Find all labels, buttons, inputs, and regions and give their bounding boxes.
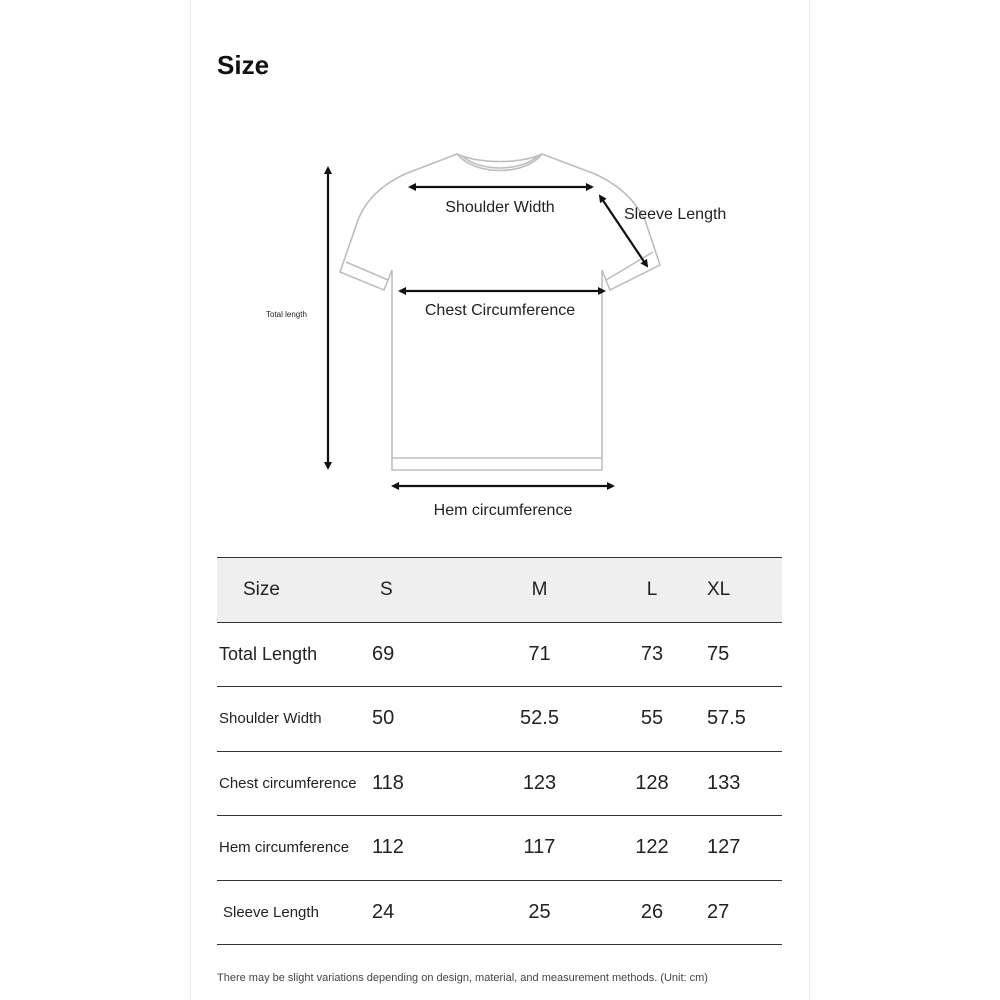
size-table [217,557,782,945]
cell: 117 [482,816,597,881]
cell: 57.5 [707,687,782,752]
cell: 27 [707,880,782,945]
row-label: Shoulder Width [217,687,372,752]
hem-circumference-label: Hem circumference [433,502,573,519]
cell: 123 [482,751,597,816]
cell: 50 [372,687,482,752]
cell: 55 [597,687,707,752]
total-length-label: Total length [266,310,307,319]
chest-circumference-label: Chest Circumference [424,302,576,319]
cell: 75 [707,622,782,687]
measurement-footnote: There may be slight variations depending on design, material, and measurement methods. (Unit: cm) [217,972,708,984]
cell: 71 [482,622,597,687]
header-l: L [597,558,707,623]
table-row [217,622,782,687]
row-label: Hem circumference [217,816,372,881]
tshirt-size-diagram [190,120,810,540]
cell: 69 [372,622,482,687]
cell: 127 [707,816,782,881]
cell: 73 [597,622,707,687]
cell: 118 [372,751,482,816]
table-header-row [217,558,782,623]
sleeve-length-label: Sleeve Length [624,206,727,223]
header-xl: XL [707,558,782,623]
cell: 52.5 [482,687,597,752]
cell: 24 [372,880,482,945]
cell: 112 [372,816,482,881]
header-s: S [372,558,482,623]
page-title: Size [217,50,270,80]
row-label: Sleeve Length [217,880,372,945]
cell: 26 [597,880,707,945]
cell: 25 [482,880,597,945]
table-row [217,816,782,881]
tshirt-illustration [190,120,810,540]
table-row [217,687,782,752]
cell: 128 [597,751,707,816]
cell: 133 [707,751,782,816]
shoulder-width-label: Shoulder Width [445,199,555,216]
table-row [217,880,782,945]
header-size: Size [217,558,372,623]
cell: 122 [597,816,707,881]
size-chart [217,557,782,945]
header-m: M [482,558,597,623]
row-label: Total Length [217,622,372,687]
row-label: Chest circumference [217,751,372,816]
table-row [217,751,782,816]
